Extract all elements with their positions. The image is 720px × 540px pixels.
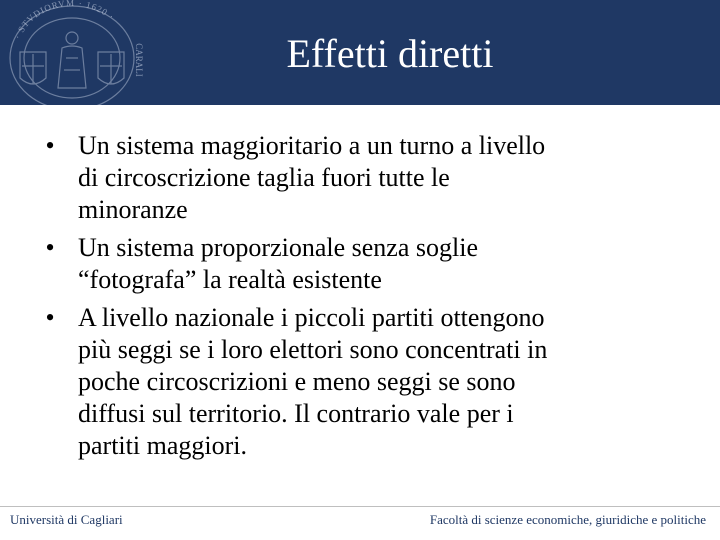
bullet-icon: • [45, 233, 55, 262]
bullet-line: Un sistema maggioritario a un turno a livello [78, 131, 546, 160]
footer-divider [0, 506, 720, 507]
slide-title: Effetti diretti [286, 31, 494, 76]
bullet-item [40, 302, 680, 462]
university-seal-logo [0, 0, 145, 105]
bullet-item [40, 130, 680, 226]
bullet-icon: • [45, 131, 55, 160]
bullet-line: A livello nazionale i piccoli partiti ottengono [78, 303, 545, 332]
bullet-line: più seggi se i loro elettori sono concentrati in [78, 335, 548, 364]
bullet-line: minoranze [78, 195, 188, 224]
bullet-line: “fotografa” la realtà esistente [78, 265, 382, 294]
footer-university: Università di Cagliari [10, 512, 123, 527]
bullet-line: Un sistema proporzionale senza soglie [78, 233, 478, 262]
svg-text:· STVDIORVM · 1620 · [12, 0, 116, 40]
bullet-line: di circoscrizione taglia fuori tutte le [78, 163, 450, 192]
seal-arc-text: · STVDIORVM · 1620 · [12, 0, 117, 41]
footer-faculty: Facoltà di scienze economiche, giuridiche e politiche [429, 512, 706, 527]
bullet-list [40, 130, 680, 468]
bullet-line: poche circoscrizioni e meno seggi se sono [78, 367, 516, 396]
bullet-item [40, 232, 680, 296]
bullet-line: partiti maggiori. [78, 431, 247, 460]
bullet-line: diffusi sul territorio. Il contrario vale per i [78, 399, 514, 428]
seal-side-text: CARALI [134, 43, 144, 77]
bullet-icon: • [45, 303, 55, 332]
